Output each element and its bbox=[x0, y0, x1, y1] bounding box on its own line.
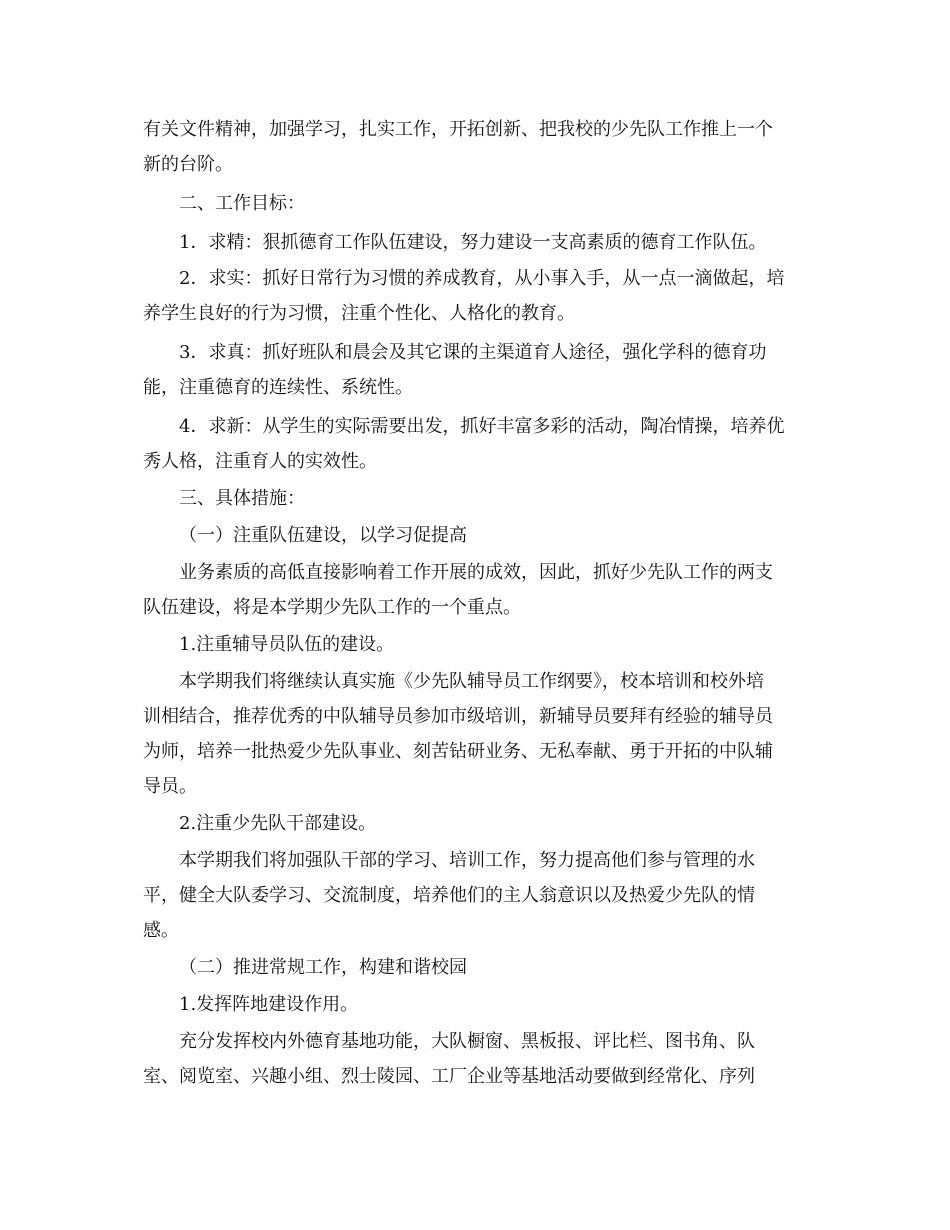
text-line: 能，注重德育的连续性、系统性。 bbox=[143, 377, 413, 398]
text-line: 秀人格，注重育人的实效性。 bbox=[143, 451, 377, 472]
section-heading: 三、具体措施： bbox=[179, 488, 305, 509]
text-line: 4．求新：从学生的实际需要出发，抓好丰富多彩的活动，陶冶情操，培养优 bbox=[179, 416, 785, 437]
subsection-heading: （二）推进常规工作，构建和谐校园 bbox=[179, 957, 467, 978]
text-line: 1．求精：狠抓德育工作队伍建设，努力建设一支高素质的德育工作队伍。 bbox=[179, 232, 767, 253]
text-line: 为师，培养一批热爱少先队事业、刻苦钻研业务、无私奉献、勇于开拓的中队辅 bbox=[143, 741, 773, 762]
item-heading: 1.注重辅导员队伍的建设。 bbox=[179, 634, 395, 655]
text-line: 2．求实：抓好日常行为习惯的养成教育，从小事入手，从一点一滴做起，培 bbox=[179, 268, 785, 289]
section-heading: 二、工作目标： bbox=[179, 193, 305, 214]
item-heading: 2.注重少先队干部建设。 bbox=[179, 813, 377, 834]
text-line: 养学生良好的行为习惯，注重个性化、人格化的教育。 bbox=[143, 303, 575, 324]
text-line: 训相结合，推荐优秀的中队辅导员参加市级培训，新辅导员要拜有经验的辅导员 bbox=[143, 706, 773, 727]
text-line: 有关文件精神，加强学习，扎实工作，开拓创新、把我校的少先队工作推上一个 bbox=[143, 119, 773, 140]
item-heading: 1.发挥阵地建设作用。 bbox=[179, 994, 359, 1015]
text-line: 队伍建设，将是本学期少先队工作的一个重点。 bbox=[143, 597, 521, 618]
text-line: 新的台阶。 bbox=[143, 154, 233, 175]
text-line: 室、阅览室、兴趣小组、烈士陵园、工厂企业等基地活动要做到经常化、序列 bbox=[143, 1066, 755, 1087]
text-line: 导员。 bbox=[143, 776, 197, 797]
text-line: 业务素质的高低直接影响着工作开展的成效，因此，抓好少先队工作的两支 bbox=[179, 562, 773, 583]
text-line: 本学期我们将加强队干部的学习、培训工作，努力提高他们参与管理的水 bbox=[179, 850, 755, 871]
text-line: 3．求真：抓好班队和晨会及其它课的主渠道育人途径，强化学科的德育功 bbox=[179, 342, 767, 363]
subsection-heading: （一）注重队伍建设，以学习促提高 bbox=[179, 525, 467, 546]
text-line: 平，健全大队委学习、交流制度，培养他们的主人翁意识以及热爱少先队的情 bbox=[143, 885, 755, 906]
text-line: 本学期我们将继续认真实施《少先队辅导员工作纲要》，校本培训和校外培 bbox=[179, 671, 764, 692]
text-line: 感。 bbox=[143, 920, 179, 941]
text-line: 充分发挥校内外德育基地功能，大队橱窗、黑板报、评比栏、图书角、队 bbox=[179, 1031, 755, 1052]
